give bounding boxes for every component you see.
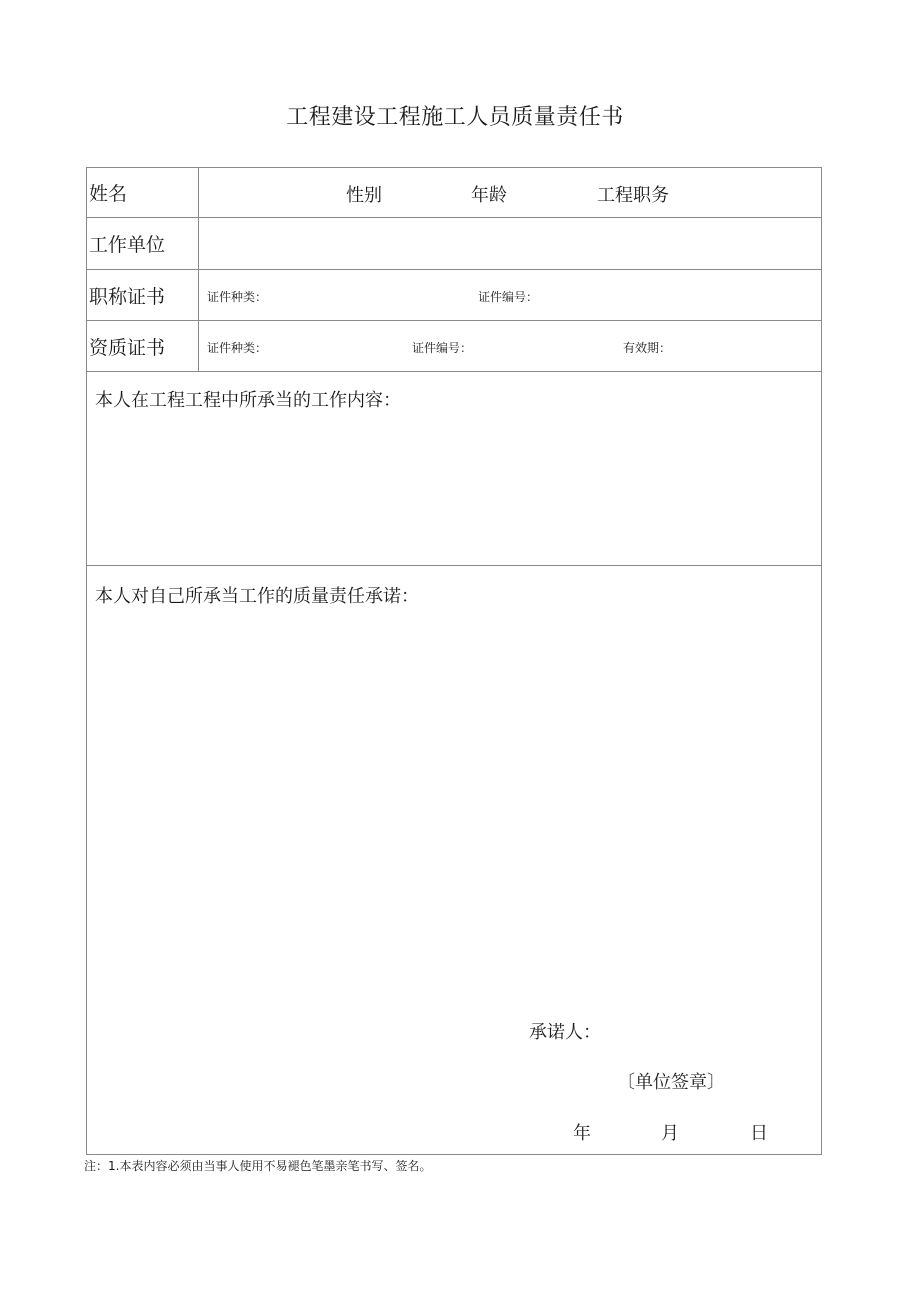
- work-unit-label: 工作单位: [87, 218, 199, 269]
- qual-cert-number-label: 证件编号：: [412, 341, 473, 355]
- title-cert-number-label: 证件编号：: [478, 290, 539, 304]
- row-title-certificate: [87, 270, 821, 321]
- age-label: 年龄: [471, 185, 507, 206]
- promisor-label: 承诺人：: [529, 1022, 601, 1043]
- date-year-label: 年: [573, 1123, 591, 1144]
- row-qualification-certificate: [87, 321, 821, 372]
- responsibility-form: [86, 167, 822, 1155]
- name-label: 姓名: [87, 168, 199, 217]
- commitment-title: 本人对自己所承当工作的质量责任承诺：: [95, 586, 419, 607]
- work-content-title: 本人在工程工程中所承当的工作内容：: [95, 390, 401, 411]
- row-personal-info: [87, 168, 821, 218]
- gender-label: 性别: [346, 185, 382, 206]
- title-cert-type-label: 证件种类：: [207, 290, 268, 304]
- section-quality-commitment: [87, 566, 821, 1154]
- date-day-label: 日: [750, 1123, 768, 1144]
- document-title: 工程建设工程施工人员质量责任书: [286, 105, 624, 130]
- footnote: 注：1.本表内容必须由当事人使用不易褪色笔墨亲笔书写、签名。: [84, 1159, 432, 1173]
- qual-cert-type-label: 证件种类：: [207, 341, 268, 355]
- qual-valid-period-label: 有效期：: [623, 341, 672, 355]
- position-label: 工程职务: [597, 185, 669, 206]
- section-work-content: [87, 372, 821, 566]
- row-work-unit: [87, 218, 821, 270]
- qualification-certificate-label: 资质证书: [87, 321, 199, 371]
- date-month-label: 月: [661, 1123, 679, 1144]
- unit-seal-label: 〔单位签章〕: [617, 1072, 725, 1093]
- title-certificate-label: 职称证书: [87, 270, 199, 320]
